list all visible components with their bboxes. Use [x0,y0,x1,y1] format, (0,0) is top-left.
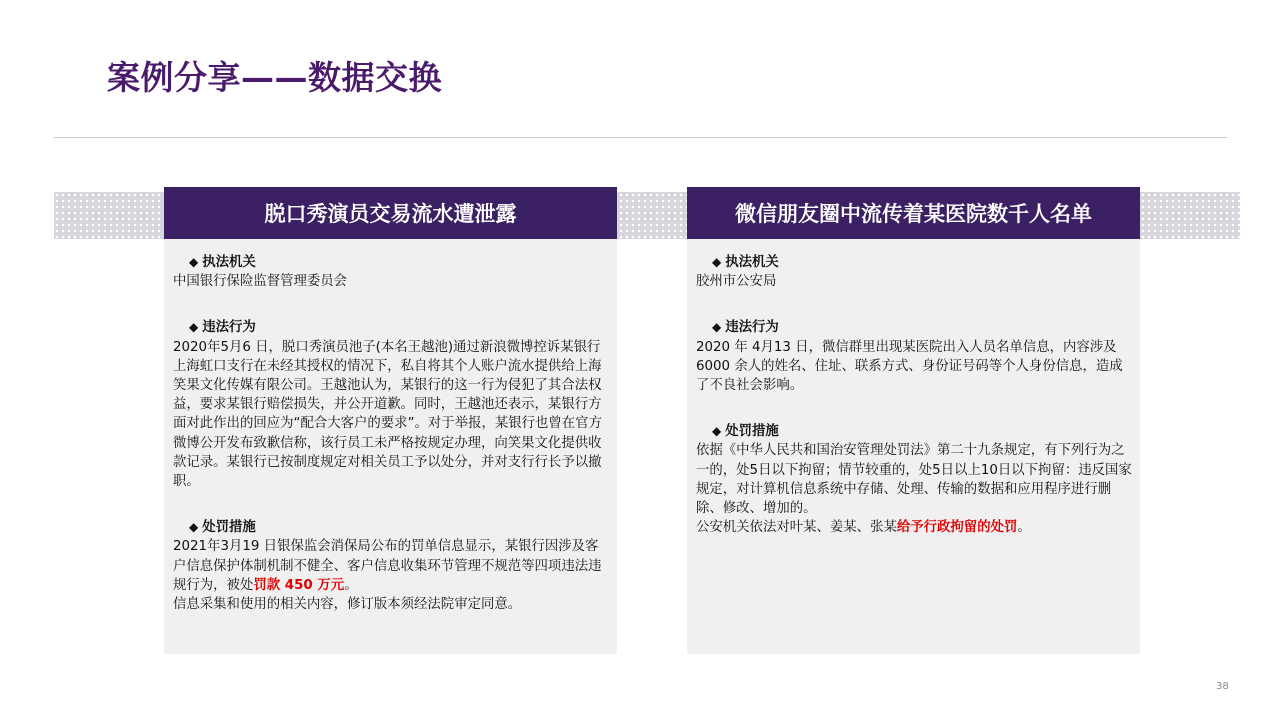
penalty-text [173,537,609,595]
penalty-highlight: 给予行政拘留的处罚 [896,520,1018,536]
penalty-highlight: 罚款 450 万元 [253,577,345,593]
penalty-text-post: 。 [1017,520,1031,536]
case-body [687,239,1140,654]
diamond-bullet-icon: ◆ [189,320,199,335]
violation-label: 违法行为 [202,320,256,336]
penalty-text-pre: 公安机关依法对叶某、姜某、张某 [696,520,897,536]
violation-label: 违法行为 [725,320,779,336]
diamond-bullet-icon: ◆ [189,520,199,535]
agency-section [696,253,1132,291]
section-heading [696,422,1132,441]
case-body [164,239,617,654]
penalty-main-text: 依据《中华人民共和国治安管理处罚法》第二十九条规定，有下列行为之一的，处5日以下拘留；情节较重的，处5日以上10日以下拘留：违反国家规定，对计算机信息系统中存储、处理、传输的数据和应用程序进行删除、修改、增加的。 [696,443,1132,517]
case-header: 微信朋友圈中流传着某医院数千人名单 [687,187,1140,239]
diamond-bullet-icon: ◆ [712,424,722,439]
penalty-text-post: 。 [344,577,358,593]
penalty-section [173,518,609,614]
penalty-section [696,422,1132,537]
section-heading [173,518,609,537]
section-heading [696,253,1132,272]
violation-section [173,318,609,491]
page-number: 38 [1216,681,1229,692]
agency-section [173,253,609,291]
diamond-bullet-icon: ◆ [712,320,722,335]
case-card-right [687,187,1140,654]
diamond-bullet-icon: ◆ [712,255,722,269]
page-title: 案例分享——数据交换 [107,58,442,97]
case-card-left [164,187,617,654]
penalty-label: 处罚措施 [725,424,779,440]
diamond-bullet-icon: ◆ [189,255,199,269]
agency-text: 胶州市公安局 [696,274,777,290]
penalty-extra-text: 信息采集和使用的相关内容，修订版本须经法院审定同意。 [173,597,522,613]
violation-text: 2020 年 4月13 日，微信群里出现某医院出入人员名单信息，内容涉及 6000 余人的姓名、住址、联系方式、身份证号码等个人身份信息，造成了不良社会影响。 [696,339,1123,394]
section-heading [696,318,1132,337]
violation-section [696,318,1132,395]
agency-label: 执法机关 [725,255,779,270]
section-heading [173,253,609,272]
penalty-text-pre: 2021年3月19 日银保监会消保局公布的罚单信息显示，某银行因涉及客户信息保护体制机制不健全、客户信息收集环节管理不规范等四项违法违规行为，被处 [173,539,602,593]
agency-label: 执法机关 [202,255,256,270]
section-heading [173,318,609,337]
violation-text: 2020年5月6 日，脱口秀演员池子(本名王越池)通过新浪微博控诉某银行上海虹口支行在未经其授权的情况下，私自将其个人账户流水提供给上海笑果文化传媒有限公司。王越池认为，某银行的这一行为侵犯了其合法权益，要求某银行赔偿损失，并公开道歉。同时，王越池还表示，某银行方面对此作出的回应为“配合大客户的要求”。对于举报，某银行也曾在官方微博公开发布致歉信称，该行员工未严格按规定办理，向笑果文化提供收款记录。某银行已按制度规定对相关员工予以处分，并对支行行长予以撤职。 [173,339,602,490]
penalty-label: 处罚措施 [202,520,256,536]
agency-text: 中国银行保险监督管理委员会 [173,274,348,290]
title-divider [54,137,1227,138]
case-header: 脱口秀演员交易流水遭泄露 [164,187,617,239]
penalty-text [696,518,1132,537]
